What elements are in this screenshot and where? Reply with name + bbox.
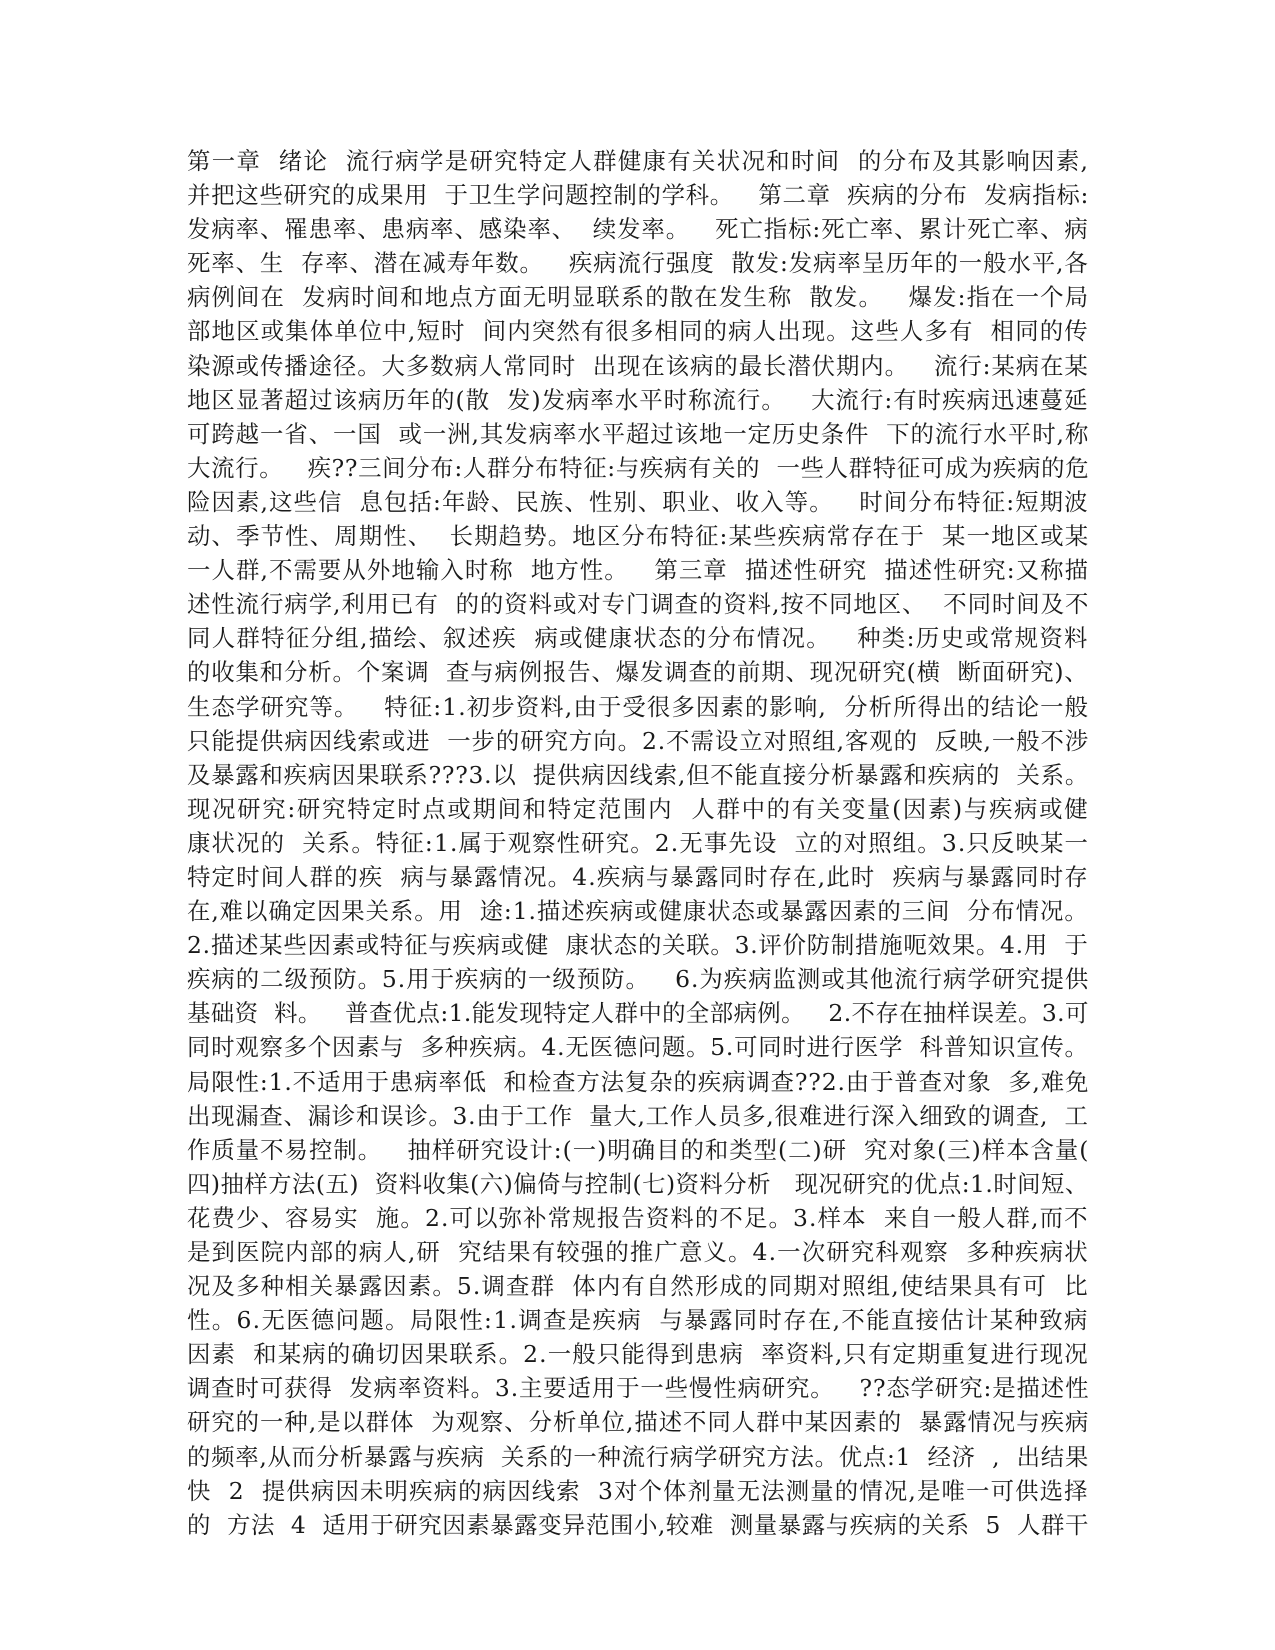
- text-line: 的频率,从而分析暴露与疾病 关系的一种流行病学研究方法。优点:1 经济 , 出结果: [187, 1442, 1089, 1471]
- text-line: 病例间在 发病时间和地点方面无明显联系的散在发生称 散发。 爆发:指在一个局: [187, 283, 1089, 312]
- text-line: 发病率、罹患率、患病率、感染率、 续发率。 死亡指标:死亡率、累计死亡率、病: [187, 215, 1089, 244]
- text-line: 出现漏查、漏诊和误诊。3.由于工作 量大,工作人员多,很难进行深入细致的调查, 工: [187, 1101, 1089, 1130]
- text-line: 花费少、容易实 施。2.可以弥补常规报告资料的不足。3.样本 来自一般人群,而不: [187, 1203, 1089, 1232]
- text-line: 因素 和某病的确切因果联系。2.一般只能得到患病 率资料,只有定期重复进行现况: [187, 1340, 1089, 1369]
- text-line: 局限性:1.不适用于患病率低 和检查方法复杂的疾病调查??2.由于普查对象 多,难免: [187, 1067, 1089, 1096]
- text-line: 特定时间人群的疾 病与暴露情况。4.疾病与暴露同时存在,此时 疾病与暴露同时存: [187, 862, 1089, 891]
- text-line: 第一章 绪论 流行病学是研究特定人群健康有关状况和时间 的分布及其影响因素,: [187, 147, 1089, 175]
- text-line: 现况研究:研究特定时点或期间和特定范围内 人群中的有关变量(因素)与疾病或健: [187, 794, 1089, 823]
- text-line: 可跨越一省、一国 或一洲,其发病率水平超过该地一定历史条件 下的流行水平时,称: [187, 419, 1089, 448]
- text-line: 染源或传播途径。大多数病人常同时 出现在该病的最长潜伏期内。 流行:某病在某: [187, 351, 1089, 380]
- text-line: 况及多种相关暴露因素。5.调查群 体内有自然形成的同期对照组,使结果具有可 比: [187, 1272, 1089, 1301]
- text-line: 四)抽样方法(五) 资料收集(六)偏倚与控制(七)资料分析 现况研究的优点:1.时间短、: [187, 1169, 1089, 1198]
- text-line: 述性流行病学,利用已有 的的资料或对专门调查的资料,按不同地区、 不同时间及不: [187, 590, 1089, 619]
- text-line: 地区显著超过该病历年的(散 发)发病率水平时称流行。 大流行:有时疾病迅速蔓延: [187, 385, 1089, 414]
- body-text: [187, 144, 1089, 1542]
- text-line: 在,难以确定因果关系。用 途:1.描述疾病或健康状态或暴露因素的三间 分布情况。: [187, 897, 1089, 926]
- text-line: 的 方法 4 适用于研究因素暴露变异范围小,较难 测量暴露与疾病的关系 5 人群干: [187, 1510, 1089, 1539]
- text-line: 生态学研究等。 特征:1.初步资料,由于受很多因素的影响, 分析所得出的结论一般: [187, 692, 1089, 721]
- text-line: 及暴露和疾病因果联系???3.以 提供病因线索,但不能直接分析暴露和疾病的 关系。: [187, 760, 1089, 789]
- text-line: 是到医院内部的病人,研 究结果有较强的推广意义。4.一次研究科观察 多种疾病状: [187, 1238, 1089, 1266]
- text-line: 作质量不易控制。 抽样研究设计:(一)明确目的和类型(二)研 究对象(三)样本含量(: [187, 1135, 1089, 1164]
- text-line: 性。6.无医德问题。局限性:1.调查是疾病 与暴露同时存在,不能直接估计某种致病: [187, 1306, 1089, 1335]
- text-line: 调查时可获得 发病率资料。3.主要适用于一些慢性病研究。 ??态学研究:是描述性: [187, 1374, 1089, 1403]
- text-line: 大流行。 疾??三间分布:人群分布特征:与疾病有关的 一些人群特征可成为疾病的危: [187, 453, 1089, 482]
- text-line: 死率、生 存率、潜在减寿年数。 疾病流行强度 散发:发病率呈历年的一般水平,各: [187, 249, 1089, 278]
- text-line: 康状况的 关系。特征:1.属于观察性研究。2.无事先设 立的对照组。3.只反映某一: [187, 828, 1089, 857]
- text-line: 部地区或集体单位中,短时 间内突然有很多相同的病人出现。这些人多有 相同的传: [187, 317, 1089, 346]
- text-line: 研究的一种,是以群体 为观察、分析单位,描述不同人群中某因素的 暴露情况与疾病: [187, 1408, 1089, 1437]
- text-line: 只能提供病因线索或进 一步的研究方向。2.不需设立对照组,客观的 反映,一般不涉: [187, 726, 1089, 755]
- text-line: 同时观察多个因素与 多种疾病。4.无医德问题。5.可同时进行医学 科普知识宣传。: [187, 1033, 1089, 1062]
- text-line: 疾病的二级预防。5.用于疾病的一级预防。 6.为疾病监测或其他流行病学研究提供: [187, 965, 1089, 994]
- text-line: 的收集和分析。个案调 查与病例报告、爆发调查的前期、现况研究(横 断面研究)、: [187, 658, 1089, 687]
- text-line: 2.描述某些因素或特征与疾病或健 康状态的关联。3.评价防制措施呃效果。4.用 于: [187, 931, 1089, 960]
- text-line: 动、季节性、周期性、 长期趋势。地区分布特征:某些疾病常存在于 某一地区或某: [187, 522, 1089, 551]
- text-line: 一人群,不需要从外地输入时称 地方性。 第三章 描述性研究 描述性研究:又称描: [187, 556, 1089, 585]
- text-line: 同人群特征分组,描绘、叙述疾 病或健康状态的分布情况。 种类:历史或常规资料: [187, 624, 1089, 653]
- text-line: 快 2 提供病因未明疾病的病因线索 3对个体剂量无法测量的情况,是唯一可供选择: [187, 1476, 1089, 1505]
- text-line: 基础资 料。 普查优点:1.能发现特定人群中的全部病例。 2.不存在抽样误差。3.可: [187, 999, 1089, 1028]
- text-line: 险因素,这些信 息包括:年龄、民族、性别、职业、收入等。 时间分布特征:短期波: [187, 487, 1089, 516]
- text-line: 并把这些研究的成果用 于卫生学问题控制的学科。 第二章 疾病的分布 发病指标:: [187, 181, 1089, 210]
